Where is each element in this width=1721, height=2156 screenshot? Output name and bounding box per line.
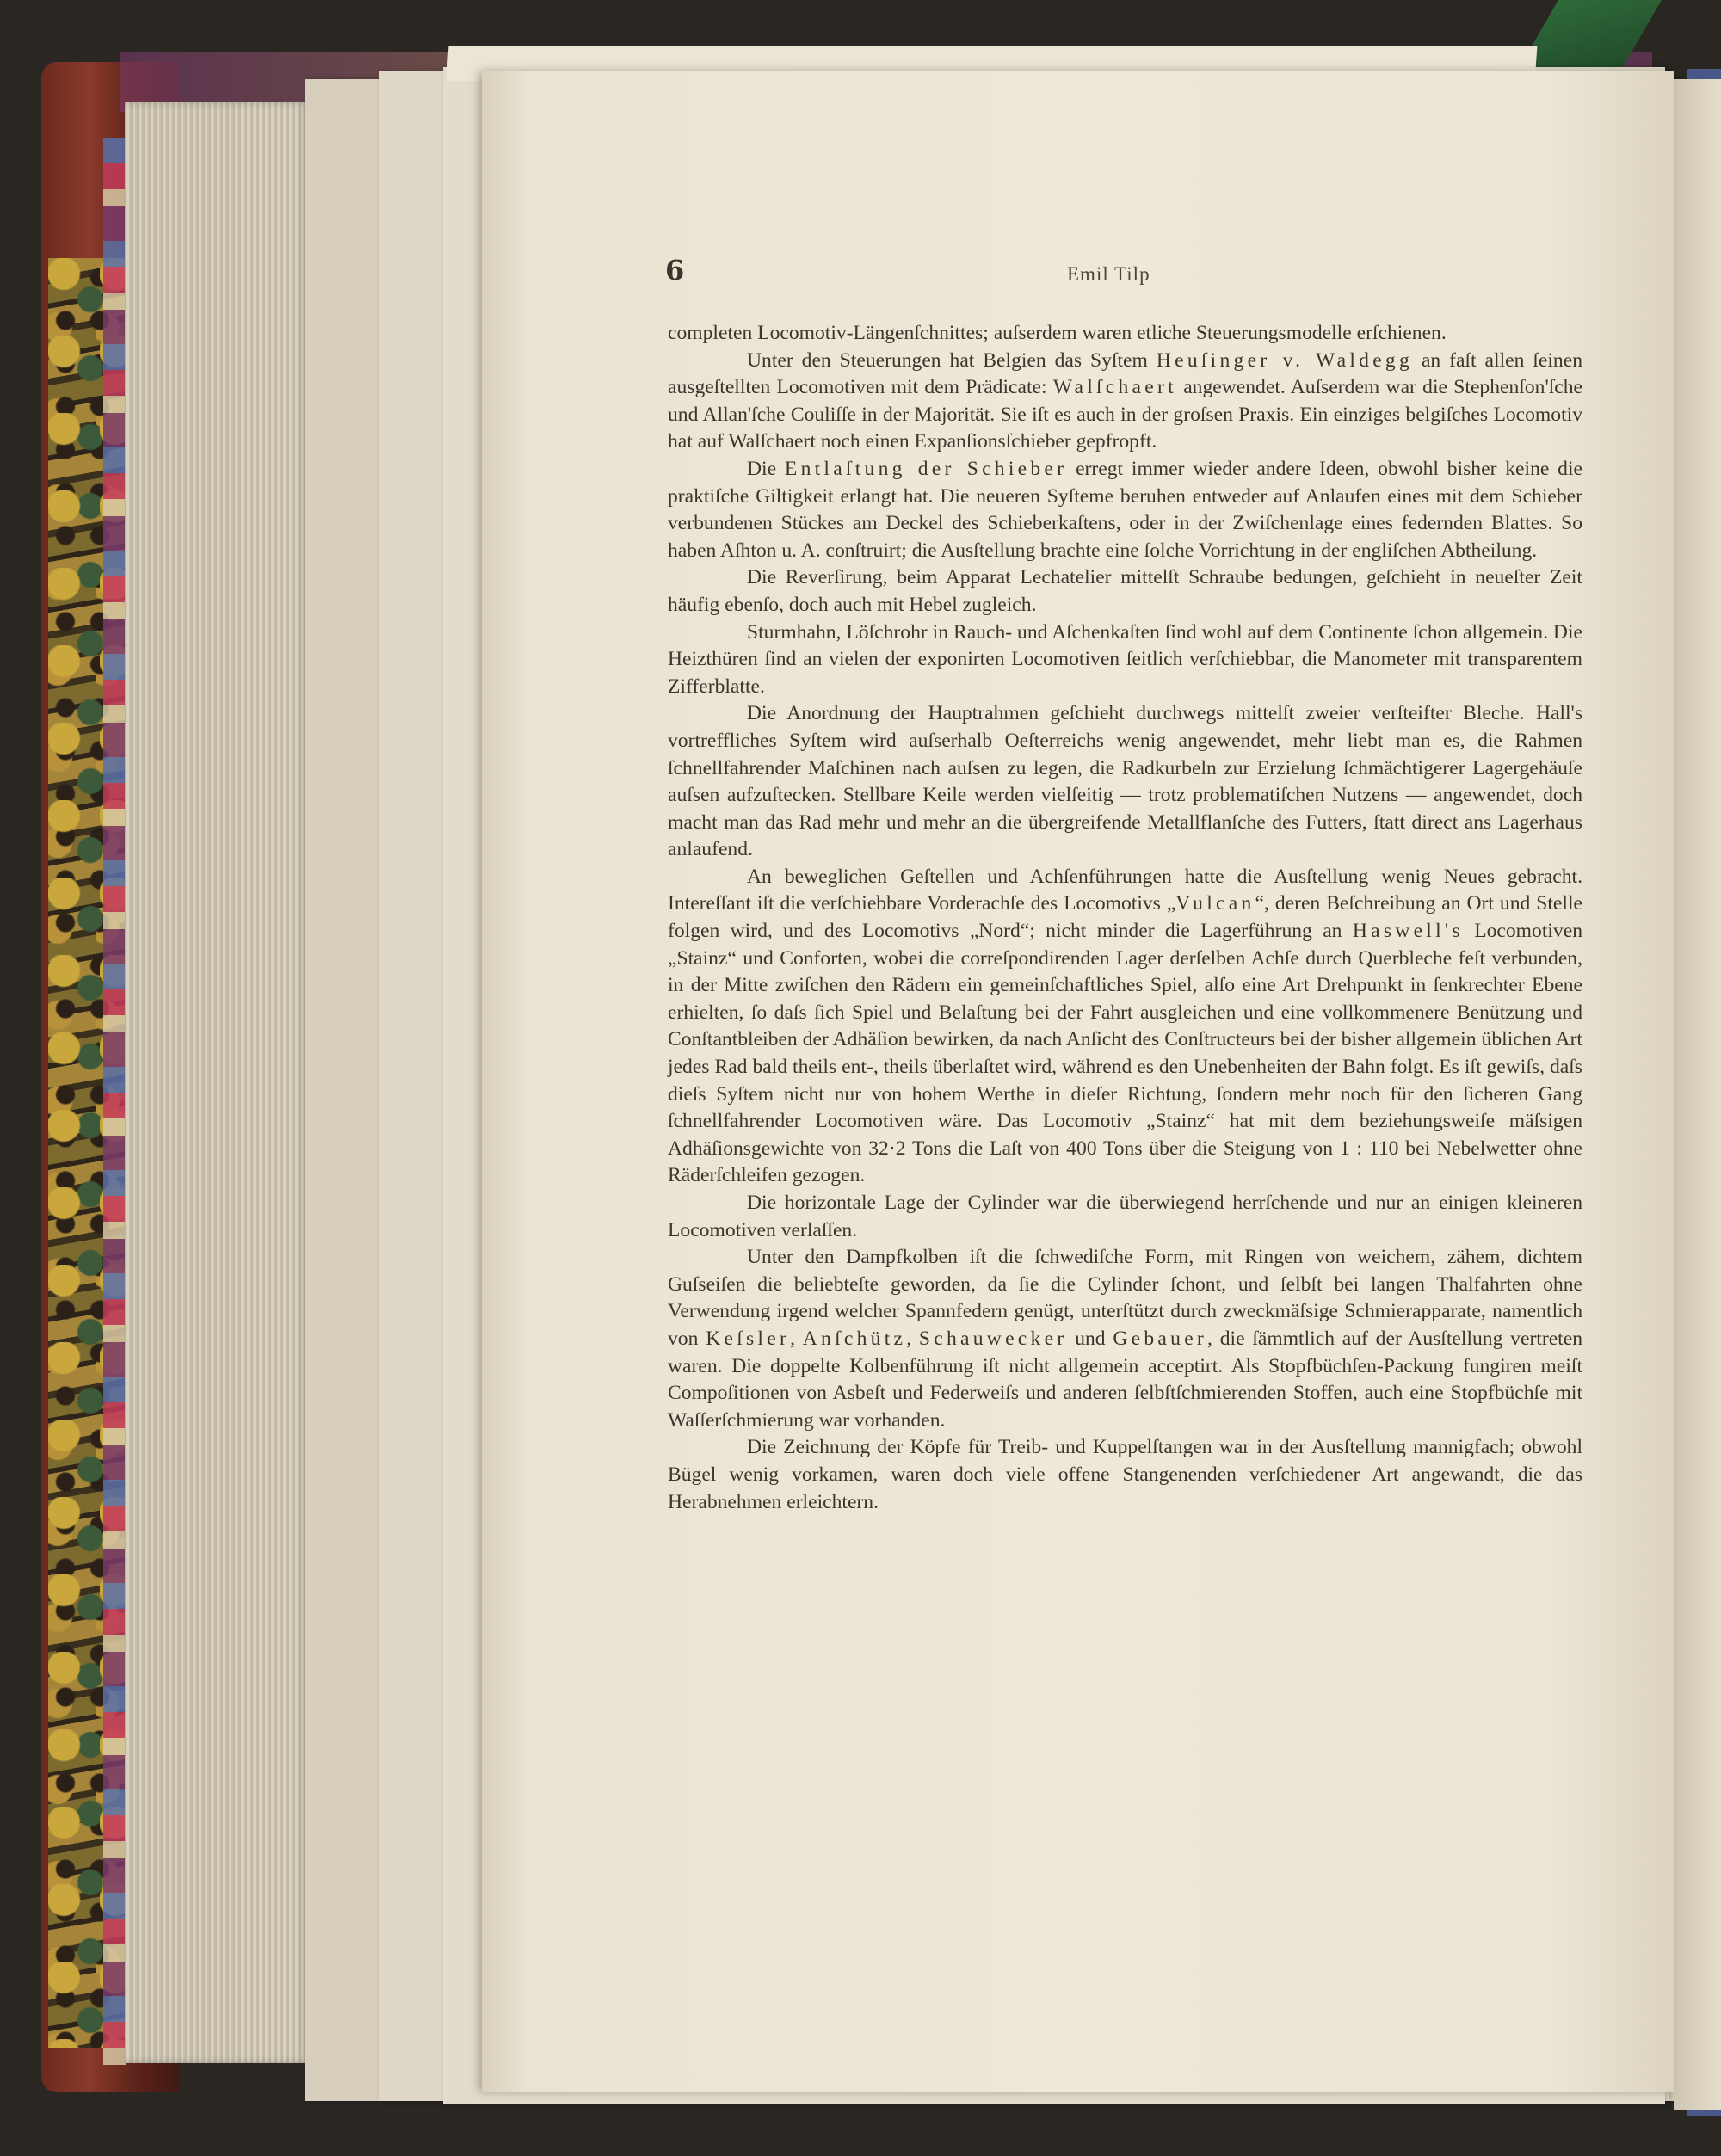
text-run: An beweglichen Geſtellen und Achſenführungen hatte die Ausſtellung wenig Neues gebracht. Intereſſant iſt die verſchiebbare Vorderachſe des Locomotivs „ — [668, 865, 1582, 915]
spaced-name: Schauwecker — [918, 1327, 1068, 1350]
spaced-name: Vulcan — [1175, 892, 1255, 915]
running-head: Emil Tilp — [1067, 263, 1150, 285]
paragraph: Die horizontale Lage der Cylinder war die überwiegend herrſchende und nur an einigen kleineren Locomotiven verlaſſen. — [668, 1192, 1582, 1241]
paragraph: Sturmhahn, Löſchrohr in Rauch- und Aſchenkaſten ſind wohl auf dem Continente ſchon allgemein. Die Heizthüren ſind an vielen der exponirten Locomotiven ſeitlich verſchiebbar, die Manometer mit transparentem Zifferblatte. — [668, 620, 1582, 698]
spaced-name: Heuſinger v. Waldegg — [1156, 348, 1414, 372]
text-run: an faſt allen ſeinen ausgeſtellten Locomotiven mit dem Prädicate: — [668, 348, 1582, 399]
spaced-name: Keſsler — [706, 1327, 791, 1350]
paragraph: Die Anordnung der Hauptrahmen geſchieht durchwegs mittelſt zweier verſteifter Bleche. Hall's vortreffliches Syſtem wird auſserhalb Oeſterreichs wenig angewendet, mehr liebt man es, die Rahmen ſchnellfahrender Maſchinen nach auſsen zu legen, die Radkurbeln zur Erzielung ſchmächtigerer Lagergehäuſe auſsen aufzuſtecken. Stellbare Keile werden vielſeitig — trotz problematiſchen Nutzens — angewendet, doch macht man das Rad mehr und mehr an die übergreifende Metallflanſche des Futters, ſtatt direct ans Lagerhaus anlaufend. — [668, 702, 1582, 861]
facing-page-edge — [1674, 79, 1721, 2110]
text-run: Unter den Dampfkolben iſt die ſchwediſche Form, mit Ringen von weichem, zähem, dichtem Guſseiſen die beliebteſte geworden, da ſie die Cylinder ſchont, und ſelbſt bei langen Thalfahrten ohne Verwendung irgend welcher Spannfedern genügt, unterſtützt durch zweckmäſsige Schmierapparate, namentlich von — [668, 1246, 1582, 1350]
spaced-name: Walſchaert — [1052, 376, 1177, 399]
text-run: Die — [747, 457, 785, 480]
text-run: , die ſämmtlich auf der Ausſtellung vertreten waren. Die doppelte Kolbenführung iſt nicht allgemein acceptirt. Als Stopfbüchſen-Packung fungiren meiſt Compoſitionen von Asbeſt und Federweiſs und anderen ſelbſtſchmierenden Stoffen, auch eine Stopfbüchſe mit Waſſerſchmierung war vorhanden. — [668, 1327, 1583, 1432]
page-text — [668, 320, 1582, 1516]
marbled-edge-stripe — [103, 138, 126, 2065]
spaced-name: Haswell's — [1352, 920, 1464, 943]
page-number: 6 — [665, 254, 685, 286]
paragraph — [668, 864, 1582, 1190]
text-run: , — [790, 1327, 803, 1350]
text-run: angewendet. Auſserdem war die Stephenſon'ſche und Allan'ſche Couliſſe in der Majorität. Sie iſt es auch in der groſsen Praxis. Ein einziges belgiſches Locomotiv hat auf Walſchaert noch einen Expanſionsſchieber gepfropft. — [668, 376, 1582, 453]
spaced-term: Entlaſtung der Schieber — [784, 457, 1068, 480]
paragraph — [668, 348, 1582, 456]
paragraph: completen Locomotiv-Längenſchnittes; auſserdem waren etliche Steuerungsmodelle erſchienen. — [668, 322, 1447, 344]
text-run: “, deren Beſchreibung an Ort und Stelle folgen wird, und des Locomotivs „Nord“; nicht minder die Lagerführung an — [668, 892, 1582, 943]
text-run: Unter den Steuerungen hat Belgien das Syſtem — [747, 348, 1157, 372]
paragraph: Die Reverſirung, beim Apparat Lechatelier mittelſt Schraube bedungen, geſchieht in neueſter Zeit häufig ebenſo, doch auch mit Hebel zugleich. — [668, 566, 1582, 616]
text-run: und — [1067, 1327, 1113, 1350]
page-fore-edge — [125, 102, 310, 2063]
paragraph — [668, 1244, 1582, 1434]
spaced-name: Gebauer — [1113, 1327, 1208, 1350]
spaced-name: Anſchütz — [802, 1327, 907, 1350]
paragraph — [668, 456, 1582, 564]
text-run: Locomotiven „Stainz“ und Conforten, wobei die correſpondirenden Lager derſelben Achſe durch Querbleche feſt verbunden, in der Mitte zwiſchen den Rädern ein gemeinſchaftliches Spiel, alſo eine Art Drehpunkt in ſenkrechter Ebene erhielten, ſo daſs ſich Spiel und Belaſtung bei der Fahrt ausgleichen und eine vollkommenere Benützung und Conſtantbleiben der Adhäſion bewirken, da nach Anſicht des Conſtructeurs bei der bisher allgemein üblichen Art jedes Rad bald theils ent-, theils überlaſtet wird, während es den Unebenheiten der Bahn folgt. Es iſt gewiſs, daſs dieſs Syſtem nicht nur von hohem Werthe in dieſer Richtung, ſondern mehr noch für den ſicheren Gang ſchnellfahrender Locomotiven wäre. Das Locomotiv „Stainz“ hat mit dem beziehungsweiſe mäſsigen Adhäſionsgewichte von 32·2 Tons die Laſt von 400 Tons über die Steigung von 1 : 110 bei Nebelwetter ohne Räderſchleifen gezogen. — [668, 920, 1583, 1187]
paragraph: Die Zeichnung der Köpfe für Treib- und Kuppelſtangen war in der Ausſtellung mannigfach; obwohl Bügel wenig vorkamen, waren doch viele offene Stangenenden verſchiedener Art angewandt, die das Herabnehmen erleichtern. — [668, 1436, 1582, 1513]
text-run: erregt immer wieder andere Ideen, obwohl bisher keine die praktiſche Giltigkeit erlangt hat. Die neueren Syſteme beruhen entweder auf Anlaufen eines mit dem Schieber verbundenen Stückes am Deckel des Schieberkaſtens, oder in der Zwiſchenlage eines federnden Blattes. So haben Aſhton u. A. conſtruirt; die Ausſtellung brachte eine ſolche Vorrichtung in der engliſchen Abtheilung. — [668, 457, 1582, 562]
text-run: , — [906, 1327, 919, 1350]
